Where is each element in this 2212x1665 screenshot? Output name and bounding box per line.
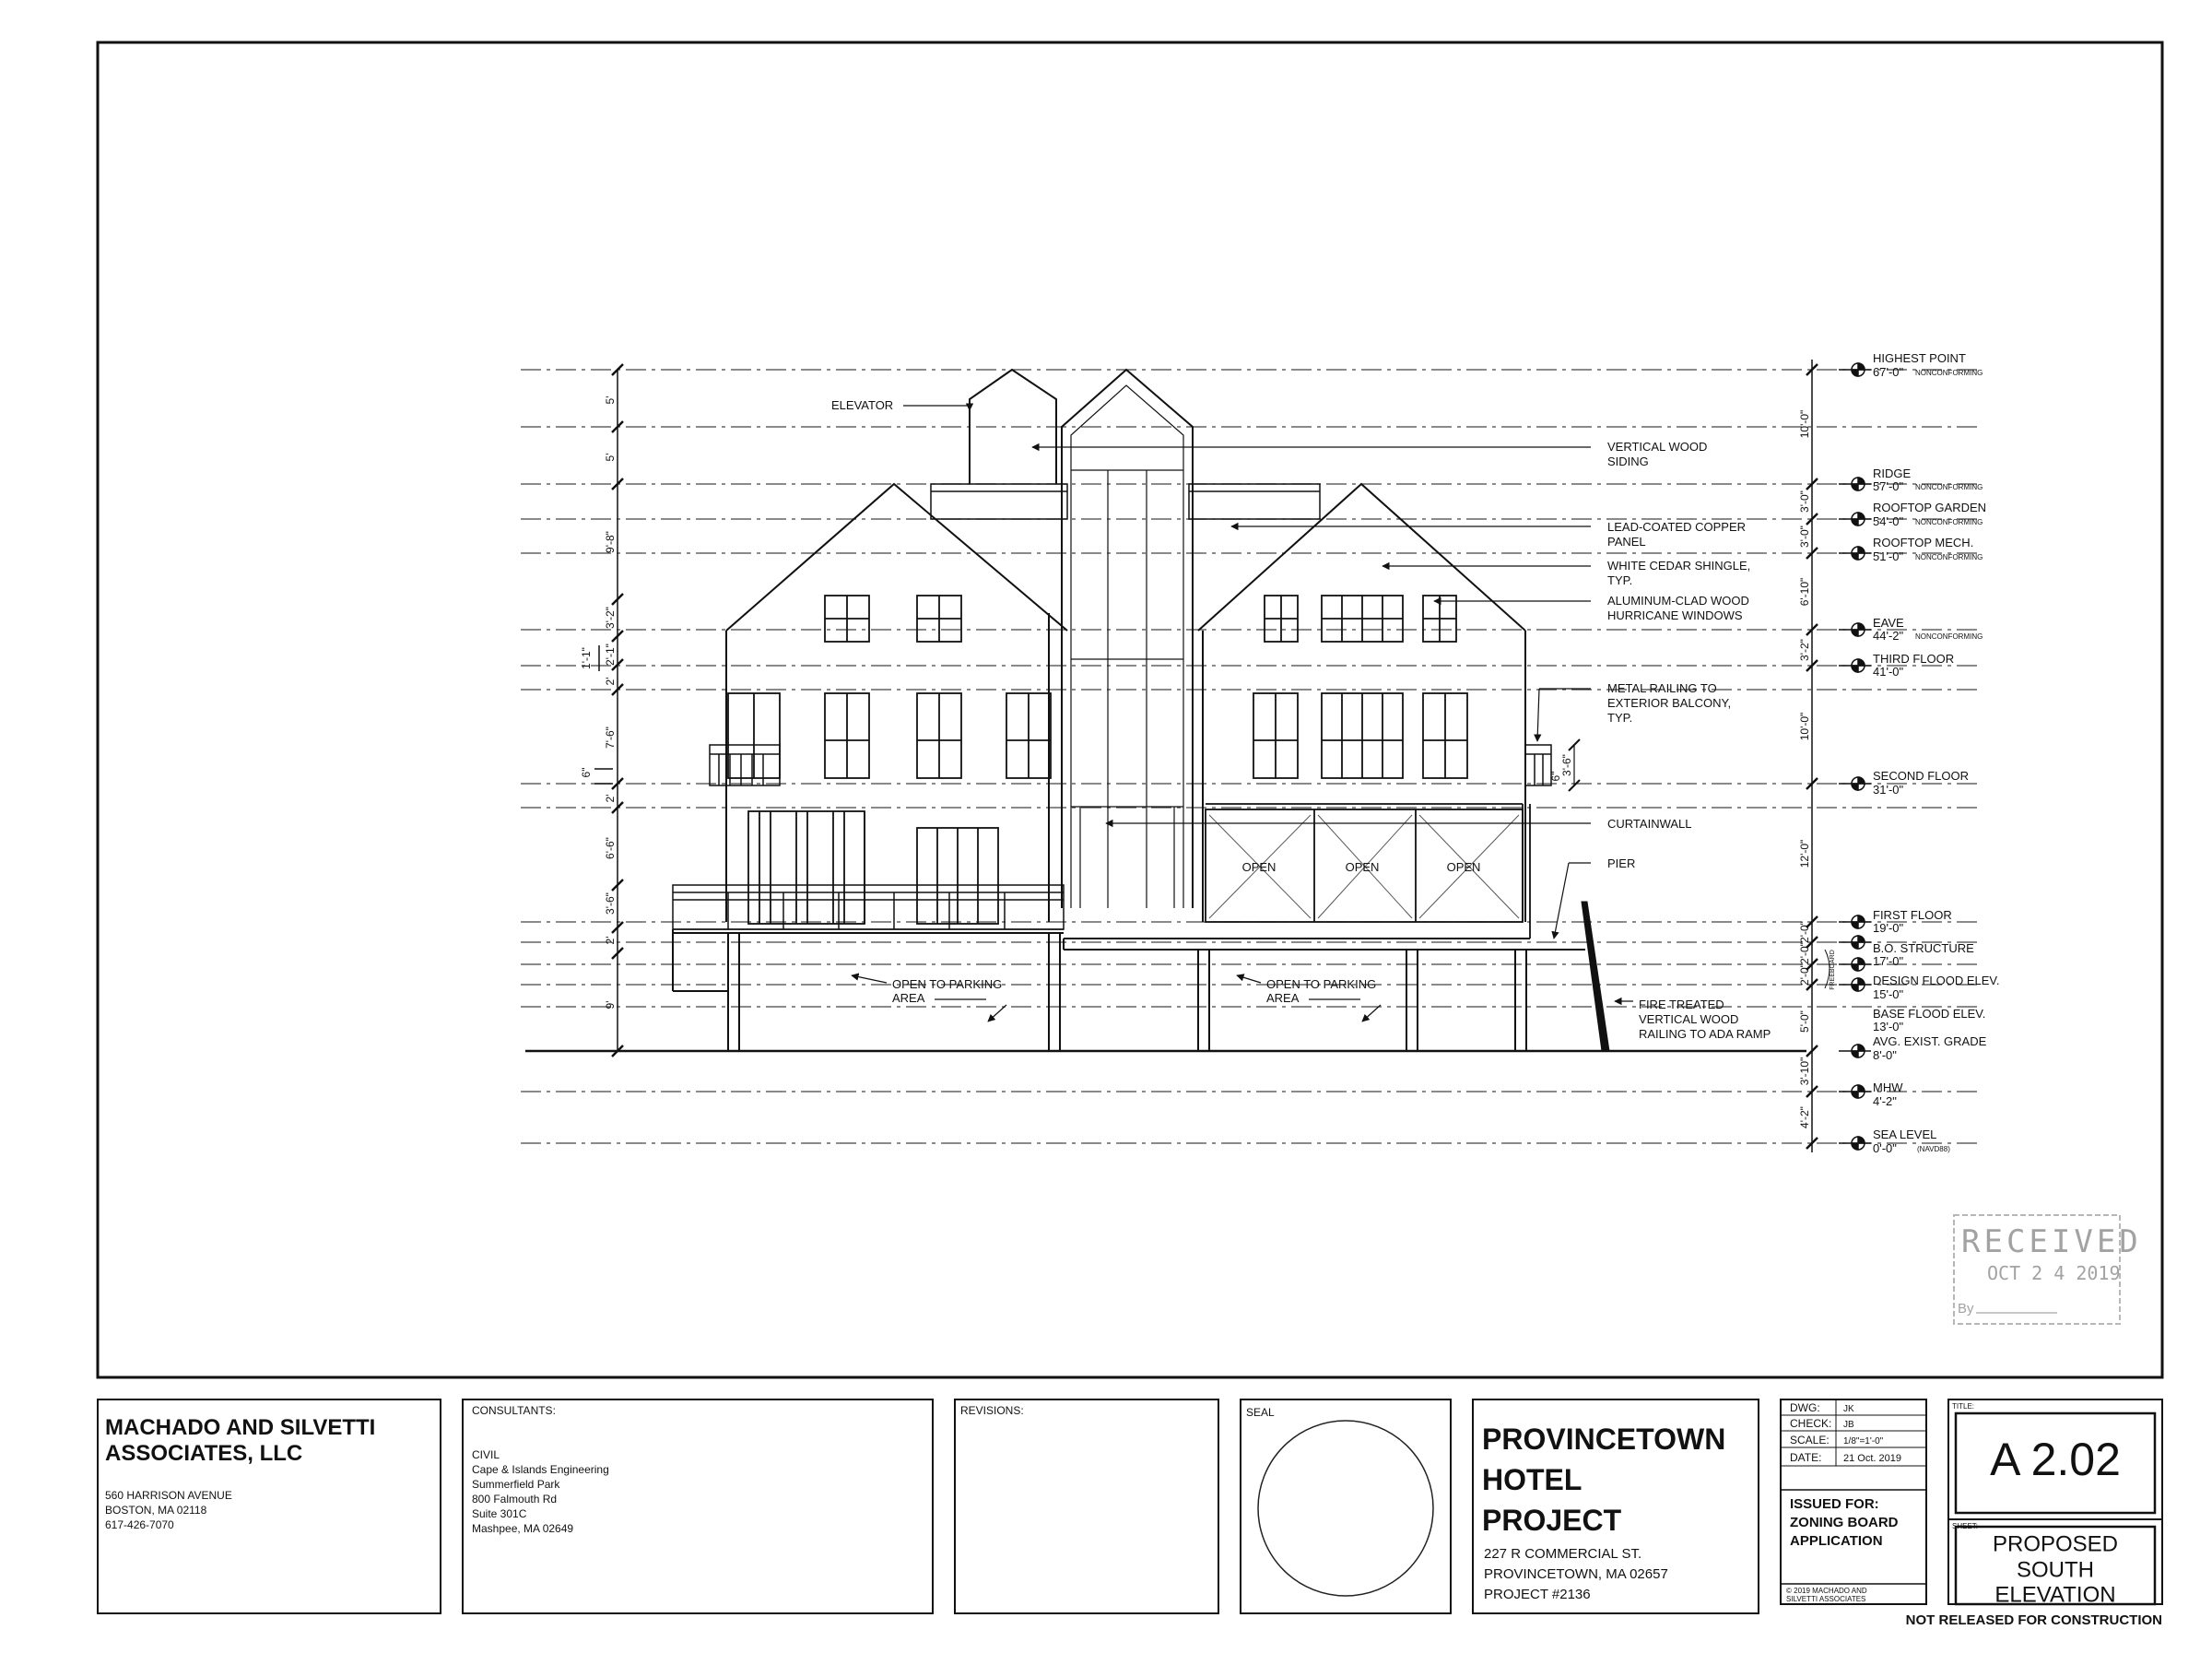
svg-text:13'-0": 13'-0" [1873,1020,1904,1033]
svg-text:EAVE: EAVE [1873,616,1904,630]
svg-text:CIVIL: CIVIL [472,1448,500,1461]
label-railing-2: EXTERIOR BALCONY, [1607,696,1732,710]
svg-text:Summerfield Park: Summerfield Park [472,1478,560,1491]
label-curtainwall: CURTAINWALL [1607,817,1692,831]
svg-text:TITLE:: TITLE: [1952,1402,1975,1411]
svg-text:617-426-7070: 617-426-7070 [105,1518,174,1531]
label-windows-2: HURRICANE WINDOWS [1607,608,1743,622]
svg-text:10'-0": 10'-0" [1798,712,1811,741]
svg-text:Suite 301C: Suite 301C [472,1507,527,1520]
left-dim-2: 9'-8" [604,531,617,553]
svg-text:NONCONFORMING: NONCONFORMING [1915,483,1983,491]
svg-text:OPEN TO PARKING: OPEN TO PARKING [1266,977,1377,991]
svg-text:SOUTH: SOUTH [2017,1557,2094,1583]
svg-text:RIDGE: RIDGE [1873,466,1912,480]
label-elevator: ELEVATOR [831,398,894,412]
label-cedar-1: WHITE CEDAR SHINGLE, [1607,559,1751,573]
label-pier: PIER [1607,856,1636,870]
svg-text:AREA: AREA [892,991,925,1005]
svg-text:67'-0": 67'-0" [1873,365,1904,379]
svg-text:21 Oct. 2019: 21 Oct. 2019 [1843,1453,1901,1464]
svg-text:NONCONFORMING: NONCONFORMING [1915,518,1983,526]
open-label-3: OPEN [1446,860,1481,874]
left-dim-8: 6'-6" [604,837,617,859]
svg-text:SCALE:: SCALE: [1790,1434,1830,1447]
svg-text:Cape & Islands Engineering: Cape & Islands Engineering [472,1463,609,1476]
left-dim-10: 2' [604,936,617,945]
svg-text:800 Falmouth Rd: 800 Falmouth Rd [472,1493,558,1506]
svg-text:31'-0": 31'-0" [1873,783,1904,797]
svg-text:227 R COMMERCIAL ST.: 227 R COMMERCIAL ST. [1484,1546,1642,1562]
label-fire-treated-2: VERTICAL WOOD [1639,1012,1739,1026]
svg-text:51'-0": 51'-0" [1873,549,1904,563]
svg-text:6'-10": 6'-10" [1798,577,1811,607]
svg-text:54'-0": 54'-0" [1873,514,1904,528]
label-cedar-2: TYP. [1607,573,1633,587]
svg-text:CONSULTANTS:: CONSULTANTS: [472,1404,556,1417]
svg-text:DWG:: DWG: [1790,1401,1820,1414]
left-balcony [710,745,780,785]
left-dim-11: 9' [604,1000,617,1010]
svg-text:ISSUED FOR:: ISSUED FOR: [1790,1496,1879,1512]
label-railing-1: METAL RAILING TO [1607,681,1717,695]
svg-text:ASSOCIATES, LLC: ASSOCIATES, LLC [105,1441,303,1466]
left-wing-gable [726,484,1067,631]
svg-text:PROJECT: PROJECT [1482,1504,1622,1537]
level-labels [1873,351,2000,1155]
svg-text:ELEVATION: ELEVATION [1994,1582,2116,1608]
balcony-dim-1: 6" [1549,771,1562,782]
building-elevation [673,370,1609,1051]
left-dim-6: 7'-6" [604,726,617,749]
right-balcony [1525,745,1551,785]
open-label-1: OPEN [1241,860,1277,874]
svg-text:3'-2": 3'-2" [1798,639,1811,661]
svg-text:ROOFTOP MECH.: ROOFTOP MECH. [1873,536,1974,549]
svg-text:3'-0": 3'-0" [1798,525,1811,548]
not-released-footer: NOT RELEASED FOR CONSTRUCTION [1905,1612,2162,1628]
svg-text:PROPOSED: PROPOSED [1992,1531,2119,1557]
svg-text:SEAL: SEAL [1246,1406,1275,1419]
svg-text:DATE:: DATE: [1790,1451,1822,1464]
ada-ramp-railing [1582,902,1609,1051]
right-wing-windows [1253,596,1467,778]
label-copper-2: PANEL [1607,535,1646,549]
svg-text:2'-0": 2'-0" [1798,942,1811,964]
svg-text:4'-2": 4'-2" [1798,1106,1811,1128]
svg-text:FIRST FLOOR: FIRST FLOOR [1873,908,1952,922]
stair-tower [1062,370,1193,908]
svg-text:2'-0": 2'-0" [1798,921,1811,943]
svg-text:15'-0": 15'-0" [1873,987,1904,1001]
project-block [1482,1423,1725,1602]
svg-text:OCT 2 4 2019: OCT 2 4 2019 [1987,1262,2121,1284]
left-dim-3: 3'-2" [604,607,617,629]
left-dim-7: 2' [604,794,617,803]
svg-text:SHEET:: SHEET: [1952,1522,1979,1530]
svg-text:FREEBOARD: FREEBOARD [1830,950,1836,990]
svg-text:HIGHEST POINT: HIGHEST POINT [1873,351,1966,365]
sheet-number: A 2.02 [1990,1434,2121,1485]
svg-text:MHW: MHW [1873,1080,1903,1094]
svg-text:0'-0": 0'-0" [1873,1141,1897,1155]
svg-text:4'-2": 4'-2" [1873,1094,1897,1108]
svg-text:JB: JB [1843,1420,1854,1430]
left-wing-windows [728,596,1051,924]
svg-text:NONCONFORMING: NONCONFORMING [1915,369,1983,377]
svg-text:560 HARRISON AVENUE: 560 HARRISON AVENUE [105,1489,232,1502]
svg-text:JK: JK [1843,1404,1854,1414]
svg-text:SECOND FLOOR: SECOND FLOOR [1873,769,1970,783]
left-dimension-labels [580,396,617,1010]
piers [728,933,1526,1051]
svg-text:CHECK:: CHECK: [1790,1417,1832,1430]
first-floor-railing [673,885,1064,929]
svg-text:Mashpee, MA 02649: Mashpee, MA 02649 [472,1522,574,1535]
svg-text:(NAVD88): (NAVD88) [1917,1145,1950,1153]
left-small-dim-0: 1'-1" [580,647,593,669]
svg-text:ZONING BOARD: ZONING BOARD [1790,1515,1899,1530]
svg-text:RECEIVED: RECEIVED [1961,1223,2142,1260]
svg-text:12'-0": 12'-0" [1798,839,1811,868]
sheet-block [1952,1402,2121,1607]
svg-text:10'-0": 10'-0" [1798,409,1811,439]
svg-text:© 2019 MACHADO AND: © 2019 MACHADO AND [1786,1587,1867,1595]
svg-text:NONCONFORMING: NONCONFORMING [1915,553,1983,561]
svg-text:MACHADO AND SILVETTI: MACHADO AND SILVETTI [105,1415,376,1440]
left-dim-5: 2' [604,677,617,686]
parking-label-right [1237,975,1381,1021]
left-dim-9: 3'-6" [604,892,617,915]
drawing-info-block [1786,1401,1901,1603]
svg-text:1/8"=1'-0": 1/8"=1'-0" [1843,1436,1884,1447]
svg-text:APPLICATION: APPLICATION [1790,1533,1883,1549]
label-copper-1: LEAD-COATED COPPER [1607,520,1747,534]
svg-text:3'-10": 3'-10" [1798,1057,1811,1086]
svg-text:BASE FLOOD ELEV.: BASE FLOOD ELEV. [1873,1007,1986,1021]
right-dimension-string [1806,360,1830,1152]
svg-text:5'-0": 5'-0" [1798,1010,1811,1033]
svg-text:B.O. STRUCTURE: B.O. STRUCTURE [1873,941,1974,955]
svg-text:THIRD FLOOR: THIRD FLOOR [1873,652,1955,666]
svg-text:8'-0": 8'-0" [1873,1048,1897,1062]
svg-text:57'-0": 57'-0" [1873,479,1904,493]
open-label-2: OPEN [1345,860,1380,874]
svg-text:2'-0": 2'-0" [1798,963,1811,986]
svg-text:41'-0": 41'-0" [1873,665,1904,679]
rooftop-railings [931,484,1320,519]
svg-text:SILVETTI ASSOCIATES: SILVETTI ASSOCIATES [1786,1595,1866,1603]
balcony-dim-0: 3'-6" [1560,754,1573,776]
level-markers [1839,363,1871,1150]
svg-text:DESIGN FLOOD ELEV.: DESIGN FLOOD ELEV. [1873,974,2000,987]
right-dimension-labels [1798,410,1836,1128]
firm-block [105,1415,375,1531]
svg-text:BOSTON, MA 02118: BOSTON, MA 02118 [105,1504,207,1517]
consultants-block [472,1404,609,1535]
left-small-dim-1: 6" [580,767,593,778]
left-dim-4: 2'-1" [604,644,617,666]
label-fire-treated-3: RAILING TO ADA RAMP [1639,1027,1771,1041]
left-dimension-string [594,364,623,1057]
svg-text:PROJECT #2136: PROJECT #2136 [1484,1587,1591,1602]
received-stamp [1954,1215,2142,1324]
label-vertical-wood-siding-1: VERTICAL WOOD [1607,440,1708,454]
label-railing-3: TYP. [1607,711,1633,725]
svg-text:NONCONFORMING: NONCONFORMING [1915,632,1983,641]
svg-text:SEA LEVEL: SEA LEVEL [1873,1128,1937,1141]
svg-text:44'-2": 44'-2" [1873,629,1904,643]
parking-label-left [852,975,1006,1021]
drawing-border [98,42,2162,1377]
svg-text:17'-0": 17'-0" [1873,954,1904,968]
left-dim-1: 5' [604,453,617,462]
seal-block [1246,1406,1433,1596]
svg-text:OPEN TO PARKING: OPEN TO PARKING [892,977,1003,991]
svg-text:3'-0": 3'-0" [1798,490,1811,513]
svg-text:AVG. EXIST. GRADE: AVG. EXIST. GRADE [1873,1034,1987,1048]
revisions-header: REVISIONS: [960,1404,1024,1417]
svg-text:HOTEL: HOTEL [1482,1463,1583,1496]
label-windows-1: ALUMINUM-CLAD WOOD [1607,594,1749,608]
svg-text:ROOFTOP GARDEN: ROOFTOP GARDEN [1873,501,1987,514]
material-callouts [903,406,1636,1001]
label-fire-treated-1: FIRE TREATED [1639,998,1724,1011]
svg-text:PROVINCETOWN, MA 02657: PROVINCETOWN, MA 02657 [1484,1566,1668,1582]
svg-text:AREA: AREA [1266,991,1300,1005]
left-dim-0: 5' [604,396,617,405]
svg-text:By: By [1958,1301,1974,1317]
svg-text:PROVINCETOWN: PROVINCETOWN [1482,1423,1726,1456]
label-vertical-wood-siding-2: SIDING [1607,455,1649,468]
svg-text:19'-0": 19'-0" [1873,921,1904,935]
